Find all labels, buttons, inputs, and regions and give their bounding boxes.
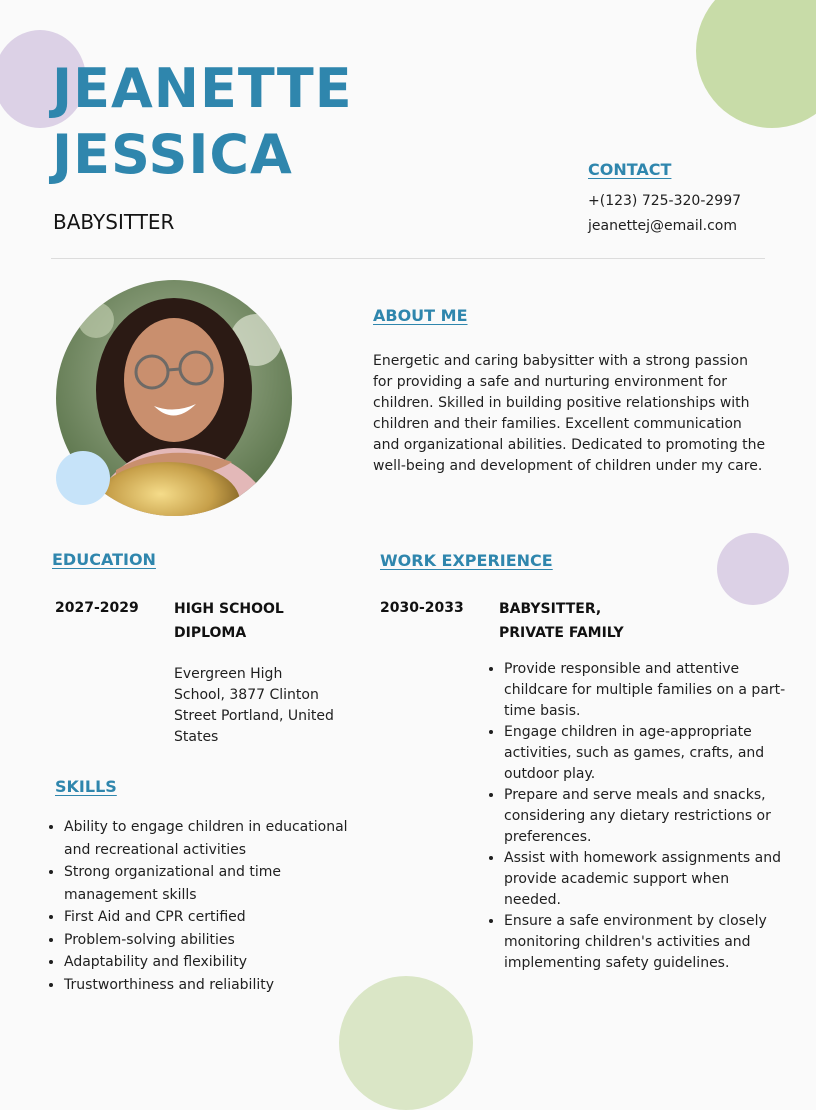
candidate-name (52, 56, 353, 188)
list-item: • Adaptability and flexibility (64, 951, 374, 974)
work-years: 2030-2033 (380, 600, 464, 616)
list-item: • Prepare and serve meals and snacks, considering any dietary restrictions or preferences. (504, 785, 786, 848)
work-title (499, 597, 649, 645)
name-line-1: JEANETTE (52, 57, 353, 120)
list-item: • Provide responsible and attentive childcare for multiple families on a part-time basis. (504, 659, 786, 722)
work-title-line-1: BABYSITTER, (499, 601, 602, 617)
list-item: • Engage children in age-appropriate activities, such as games, crafts, and outdoor play. (504, 722, 786, 785)
header-divider (51, 258, 765, 259)
about-heading: ABOUT ME (373, 306, 468, 325)
work-responsibilities (486, 659, 786, 974)
list-item: • Ability to engage children in educational and recreational activities (64, 816, 374, 861)
list-item: • First Aid and CPR certified (64, 906, 374, 929)
decorative-circle-green-top (696, 0, 816, 128)
list-item: • Strong organizational and time management skills (64, 861, 374, 906)
list-item: • Ensure a safe environment by closely monitoring children's activities and implementing safety guidelines. (504, 911, 786, 974)
education-title (174, 597, 324, 645)
education-title-line-1: HIGH SCHOOL (174, 601, 284, 617)
education-heading: EDUCATION (52, 550, 156, 569)
education-school: Evergreen High School, 3877 Clinton Street Portland, United States (174, 666, 334, 745)
education-years: 2027-2029 (55, 600, 139, 616)
work-experience-heading: WORK EXPERIENCE (380, 551, 553, 570)
list-item: • Trustworthiness and reliability (64, 974, 374, 997)
skills-list (46, 816, 374, 996)
name-line-2: JESSICA (52, 123, 293, 186)
phone-number[interactable]: +(123) 725-320-2997 (588, 193, 742, 209)
about-text: Energetic and caring babysitter with a strong passion for providing a safe and nurturing environment for children. Skilled in building positive relationships with children and their families. Excellent communication and organizational abilities. Dedicated to promoting the well-being and development of children under my care. (373, 353, 766, 474)
decorative-circle-green-bottom (339, 976, 473, 1110)
skills-heading: SKILLS (55, 777, 117, 796)
list-item: • Problem-solving abilities (64, 929, 374, 952)
decorative-circle-blue (56, 451, 110, 505)
job-title: BABYSITTER (53, 210, 175, 234)
decorative-circle-lavender-right (717, 533, 789, 605)
email-address[interactable]: jeanettej@email.com (588, 218, 738, 234)
education-title-line-2: DIPLOMA (174, 625, 247, 641)
contact-heading: CONTACT (588, 160, 672, 179)
work-title-line-2: PRIVATE FAMILY (499, 625, 624, 641)
list-item: • Assist with homework assignments and provide academic support when needed. (504, 848, 786, 911)
